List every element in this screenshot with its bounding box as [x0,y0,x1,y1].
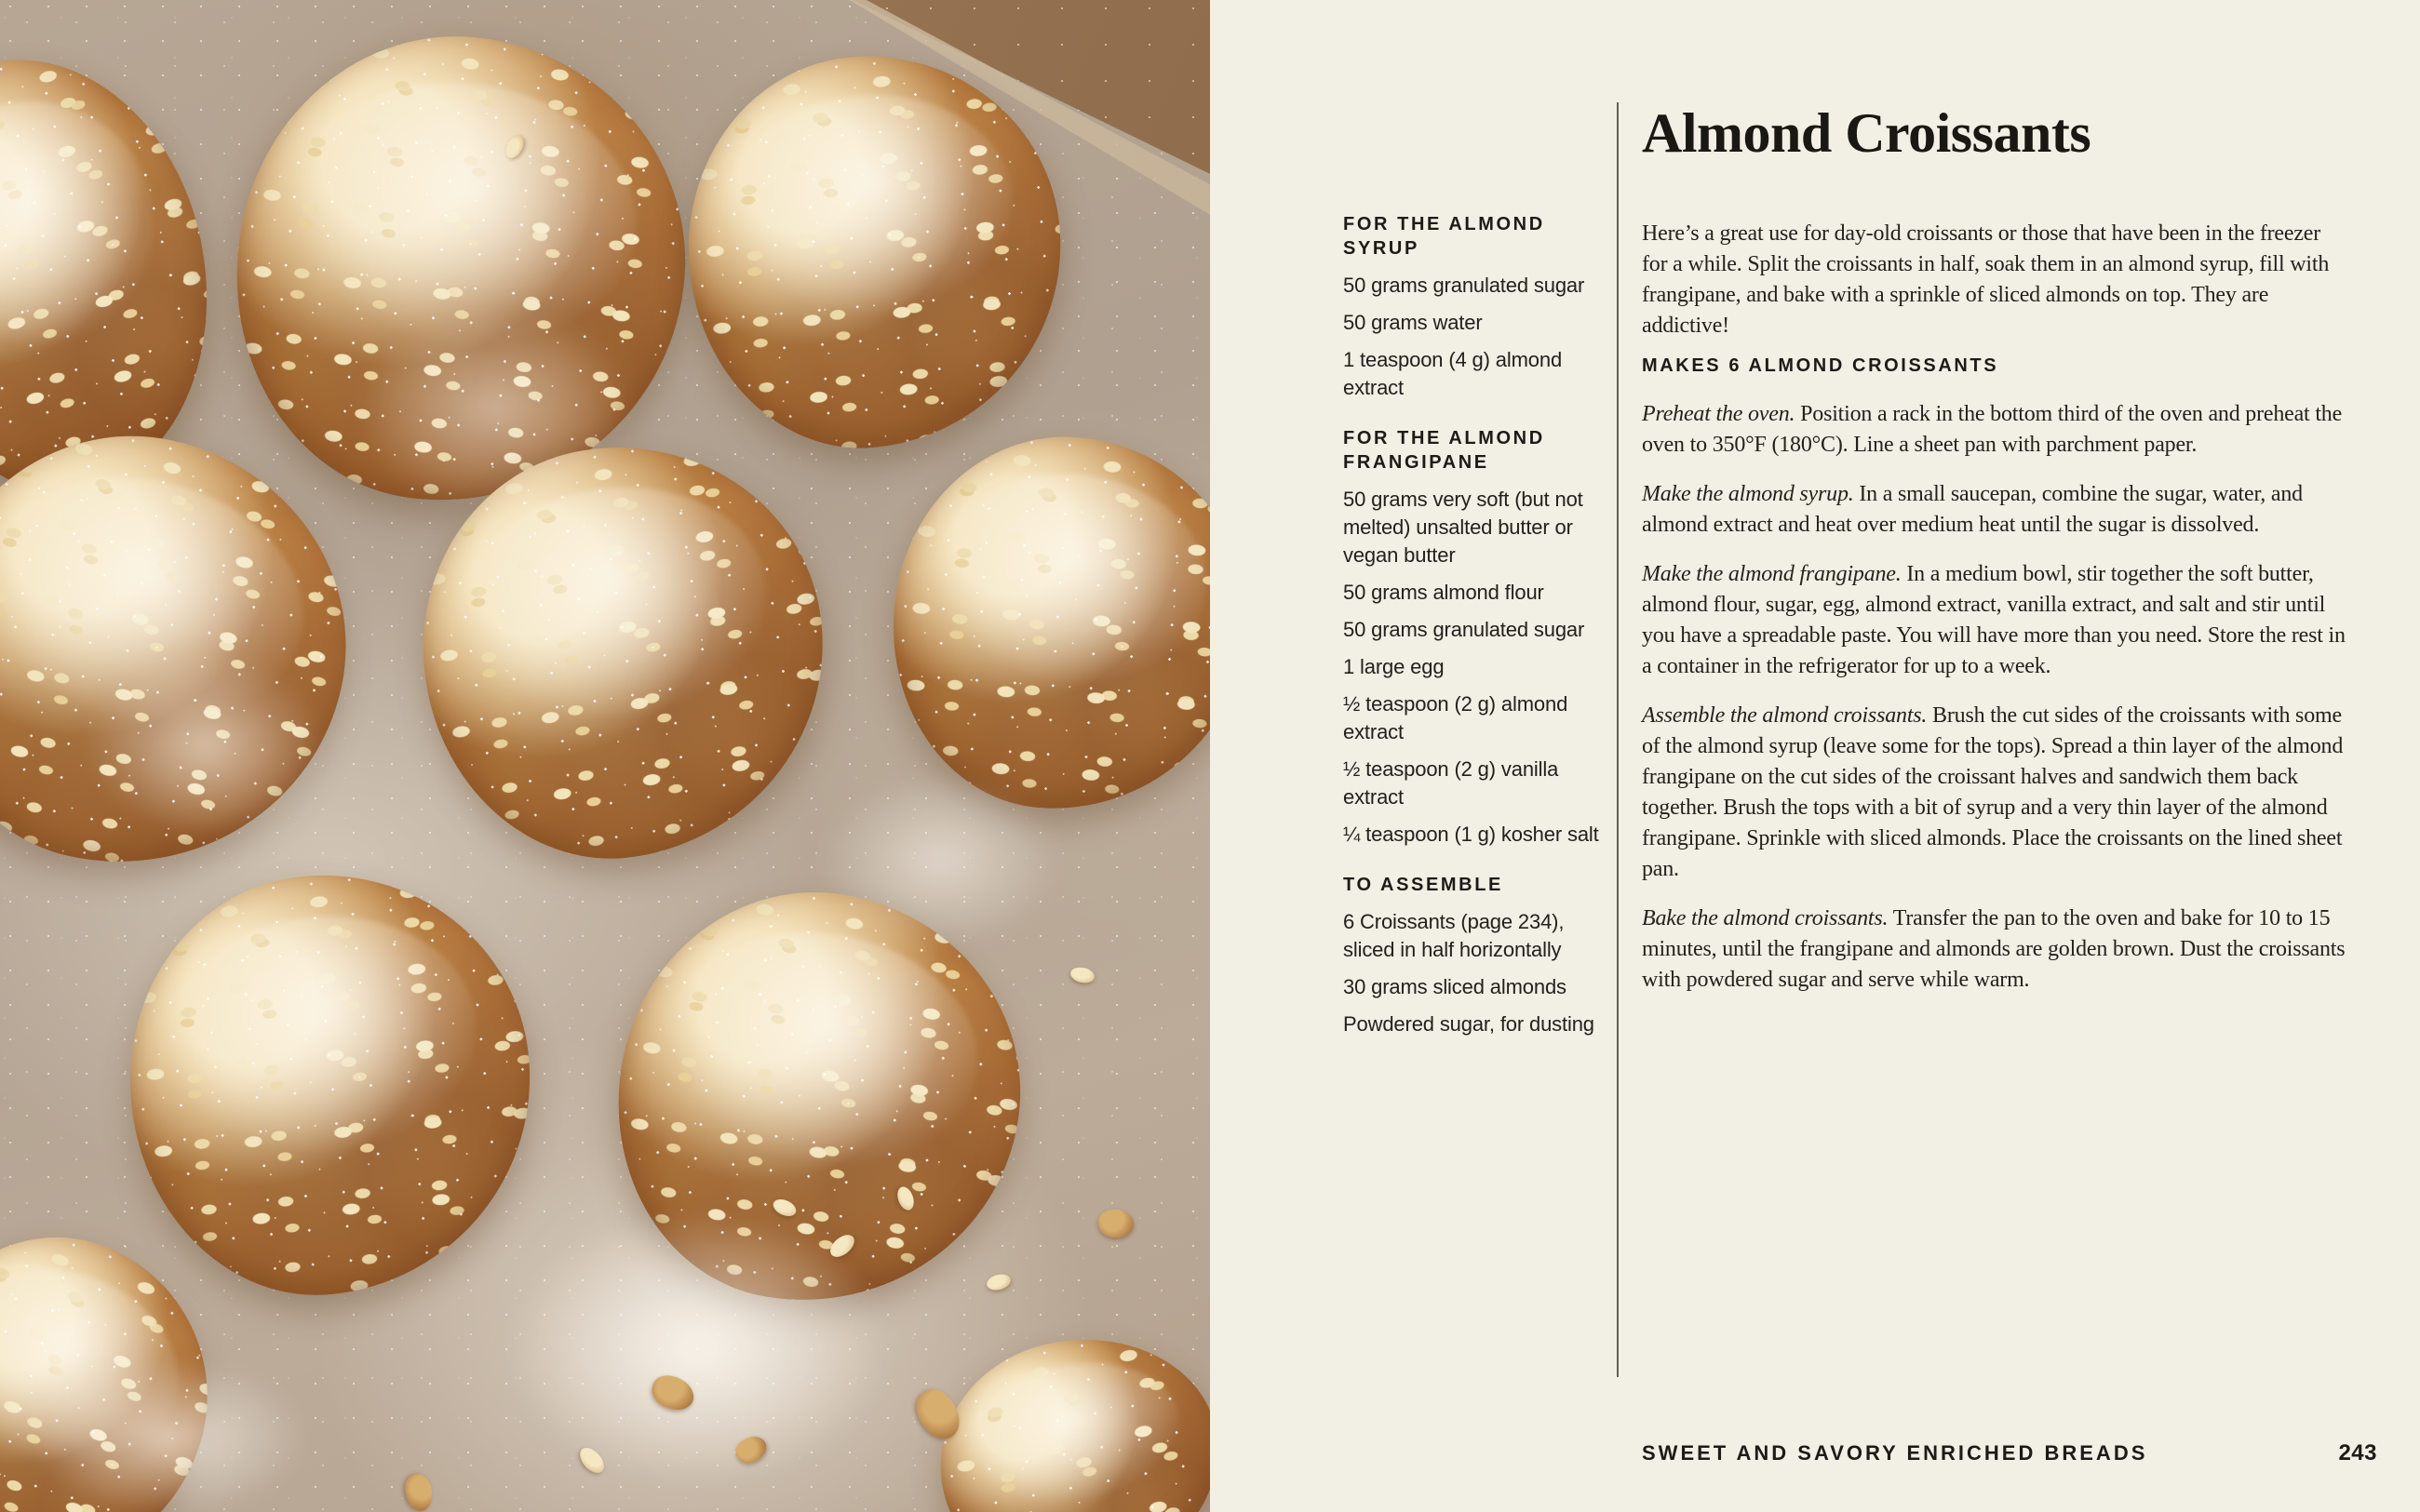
page-footer [1642,1440,2377,1466]
chapter-title: SWEET AND SAVORY ENRICHED BREADS [1642,1441,2148,1465]
section-heading: TO ASSEMBLE [1343,875,1503,895]
croissant-crumb [401,1471,436,1512]
ingredient: 50 grams granulated sugar [1343,618,1585,641]
section-heading: FOR THE ALMOND FRANGIPANE [1343,428,1545,473]
step-preheat [1642,399,2346,461]
step-lead: Make the almond frangipane. [1642,562,1902,586]
recipe-body [1642,0,2346,1014]
ingredient-section-almond-frangipane [1343,426,1615,849]
ingredient: 50 grams very soft (but not melted) unsalted butter or vegan butter [1343,488,1583,567]
ingredient-section-to-assemble [1343,873,1615,1038]
ingredient: 50 grams water [1343,311,1483,334]
ingredient-list [1343,212,1615,1063]
recipe-title: Almond Croissants [1642,102,2091,164]
croissant [110,855,552,1313]
ingredient: Powdered sugar, for dusting [1343,1012,1594,1036]
step-text: In a small saucepan, combine the sugar, water, and almond extract and heat over medium heat until the sugar is dissolved. [1642,482,2303,537]
ingredient: 50 grams almond flour [1343,581,1544,604]
ingredient: 50 grams granulated sugar [1343,274,1585,297]
croissant-piece [920,1316,1210,1512]
step-text: Transfer the pan to the oven and bake for 10 to 15 minutes, until the frangipane and almonds are golden brown. Dust the croissants with powdered sugar and serve while warm. [1642,906,2346,992]
recipe-page [1210,0,2420,1512]
ingredient: ¼ teaspoon (1 g) kosher salt [1343,823,1599,846]
step-assemble [1642,701,2346,885]
powdered-sugar-dusting [819,772,1061,949]
recipe-intro: Here’s a great use for day-old croissants or those that have been in the freezer for a while. Split the croissants in half, soak them in an almond syrup, fill with frangipane, and bake with a sprinkle of sliced almonds on top. They are addictive! [1642,221,2330,338]
vertical-rule [1617,102,1619,1377]
ingredient: 1 teaspoon (4 g) almond extract [1343,348,1563,399]
ingredient: 30 grams sliced almonds [1343,975,1566,998]
page-number: 243 [2338,1440,2377,1465]
sliced-almond [1069,965,1096,984]
step-lead: Assemble the almond croissants. [1642,703,1928,728]
step-lead: Bake the almond croissants. [1642,906,1889,930]
recipe-yield: MAKES 6 ALMOND CROISSANTS [1642,355,1999,376]
croissant [881,425,1210,822]
ingredient: ½ teaspoon (2 g) almond extract [1343,692,1568,743]
ingredient: ½ teaspoon (2 g) vanilla extract [1343,757,1559,809]
step-lead: Preheat the oven. [1642,402,1795,426]
section-heading: FOR THE ALMOND SYRUP [1343,214,1545,259]
step-text: Brush the cut sides of the croissants with some of the almond syrup (leave some for the tops). Spread a thin layer of the almond frangipane on the cut sides of the croissant halves and sandwich them back together. Brush the tops with a bit of syrup and a very thin layer of the almond frangipane. Sprinkle with sliced almonds. Place the croissants on the lined sheet pan. [1642,703,2344,881]
ingredient: 6 Croissants (page 234), sliced in half horizontally [1343,910,1565,961]
step-text: In a medium bowl, stir together the soft butter, almond flour, sugar, egg, almond extract, vanilla extract, and salt and stir until you have a spreadable paste. You will have more than you need. Store the rest in a container in the refrigerator for up to a week. [1642,562,2346,678]
ingredient: 1 large egg [1343,655,1445,678]
step-make-frangipane [1642,559,2346,682]
step-lead: Make the almond syrup. [1642,482,1854,506]
powdered-sugar-dusting [84,651,326,837]
powdered-sugar-dusting [354,307,633,512]
step-text: Position a rack in the bottom third of the oven and preheat the oven to 350°F (180°C). Line a sheet pan with parchment paper. [1642,402,2343,457]
croissant [672,40,1077,462]
step-bake [1642,903,2346,996]
step-make-syrup [1642,479,2346,541]
powdered-sugar-dusting [28,1358,307,1512]
sliced-almond [985,1272,1012,1292]
ingredient-section-almond-syrup [1343,212,1615,402]
croissant-crumb [1098,1210,1134,1238]
